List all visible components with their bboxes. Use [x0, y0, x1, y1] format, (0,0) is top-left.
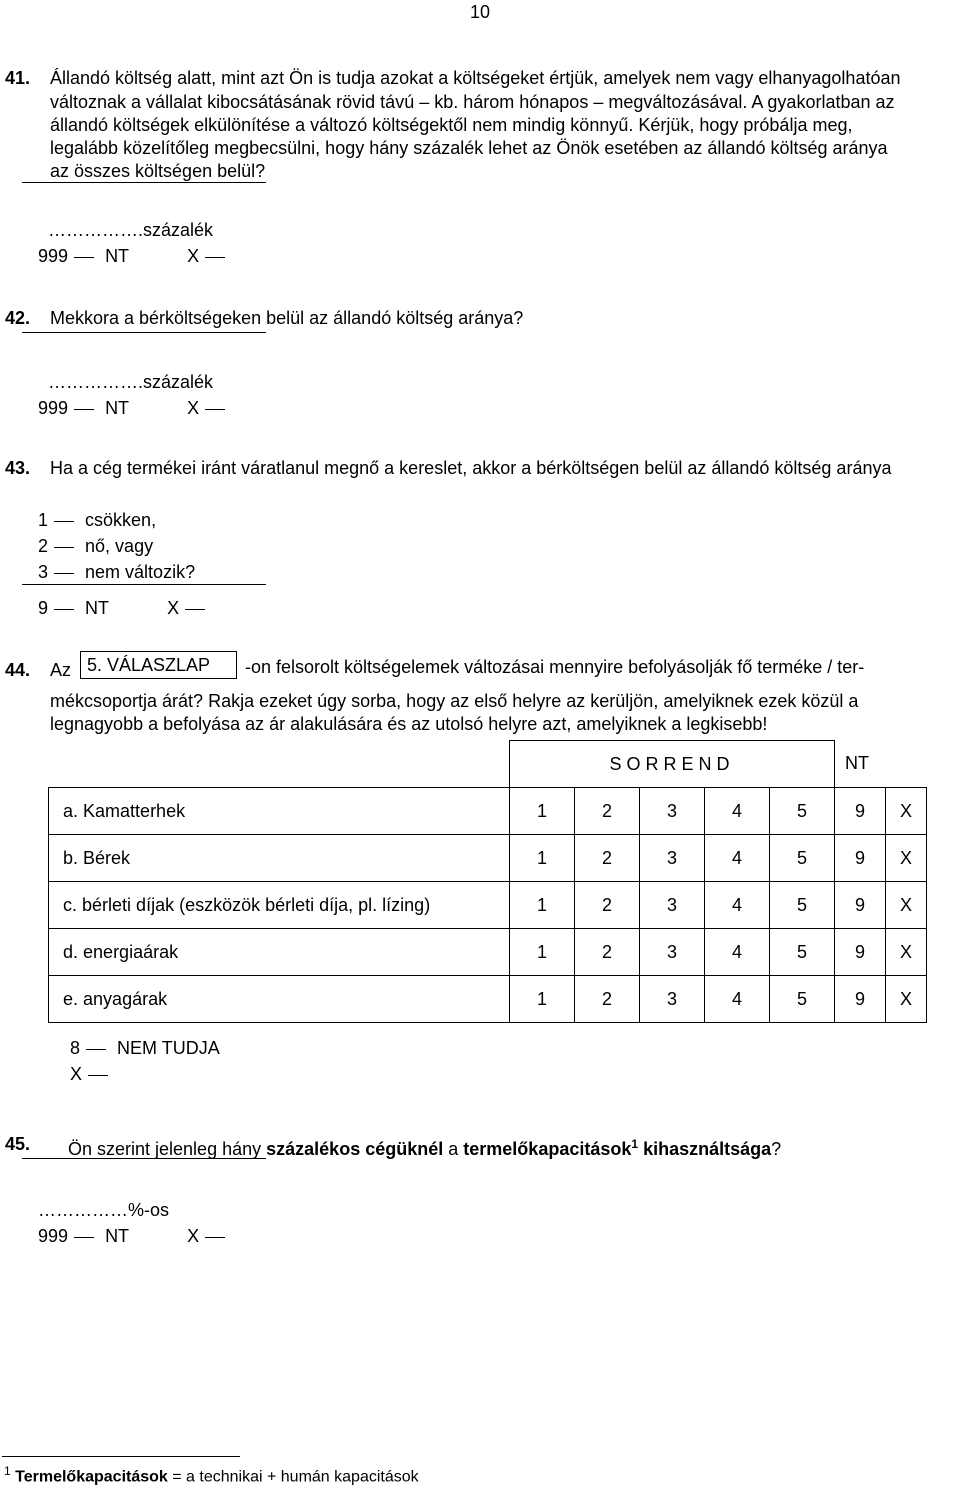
dash: [74, 257, 94, 258]
code-9[interactable]: 9: [38, 598, 49, 618]
q45-bold-1: százalékos cégüknél: [266, 1139, 444, 1159]
code-nt[interactable]: NT: [105, 398, 130, 418]
header-nt: [835, 741, 927, 788]
question-43-rule: [22, 584, 266, 585]
x-code[interactable]: X: [886, 788, 927, 835]
question-41-number: 41.: [5, 68, 31, 88]
dash: [205, 257, 225, 258]
dash: [185, 609, 205, 610]
x-code[interactable]: X: [886, 976, 927, 1023]
ranking-table: [48, 740, 927, 1023]
dash: [54, 609, 74, 610]
footnote-mark: 1: [4, 1464, 11, 1478]
rank-2[interactable]: 2: [575, 788, 640, 835]
nt-code[interactable]: 9: [835, 882, 886, 929]
question-45-codes: [38, 1224, 231, 1248]
question-43-option-1[interactable]: [38, 508, 156, 532]
header-rank-label: SORREND: [609, 753, 735, 774]
question-42-codes: [38, 396, 231, 420]
q45-text-1: Ön szerint jelenleg hány: [68, 1139, 262, 1159]
ranking-table-header: [49, 741, 927, 788]
nt-code[interactable]: 9: [835, 929, 886, 976]
row-label: [49, 835, 510, 882]
question-45-text: [68, 1132, 781, 1161]
option-label: csökken,: [85, 510, 157, 530]
dash: [54, 521, 74, 522]
question-43-option-3[interactable]: [38, 560, 195, 584]
question-45-answer-blank[interactable]: ……………%-os: [38, 1200, 170, 1220]
rank-4[interactable]: 4: [705, 835, 770, 882]
rank-5[interactable]: 5: [770, 882, 835, 929]
row-text: energiaárak: [83, 941, 179, 962]
option-code: 3: [38, 562, 49, 582]
footnote-text: = a technikai + humán kapacitások: [172, 1468, 419, 1486]
dash: [205, 1237, 225, 1238]
nt-code[interactable]: 9: [835, 788, 886, 835]
row-letter: b.: [63, 847, 79, 868]
question-44-line-2: mékcsoportja árát? Rakja ezeket úgy sorba, hogy az első helyre az kerüljön, amelyiknek ezek közül a: [50, 691, 859, 711]
row-text: bérleti díjak (eszközök bérleti díja, pl. lízing): [82, 894, 431, 915]
dash: [205, 409, 225, 410]
rank-2[interactable]: 2: [575, 882, 640, 929]
code-999[interactable]: 999: [38, 398, 69, 418]
footnote: [4, 1464, 419, 1486]
question-41-line-5: az összes költségen belül?: [50, 161, 266, 181]
code-x[interactable]: X: [167, 598, 180, 618]
rank-3[interactable]: 3: [640, 929, 705, 976]
code-999[interactable]: 999: [38, 246, 69, 266]
footnote-term: Termelőkapacitások: [15, 1468, 168, 1486]
code-nt[interactable]: NT: [85, 598, 110, 618]
nt-code[interactable]: 9: [835, 835, 886, 882]
question-45-number: 45.: [5, 1134, 31, 1154]
rank-2[interactable]: 2: [575, 976, 640, 1023]
option-label: nem változik?: [85, 562, 196, 582]
rank-1[interactable]: 1: [510, 929, 575, 976]
rank-2[interactable]: 2: [575, 929, 640, 976]
question-43-option-2[interactable]: [38, 534, 153, 558]
header-rank: [510, 741, 835, 788]
code-x[interactable]: X: [187, 398, 200, 418]
question-44-footer-code-1[interactable]: [70, 1036, 220, 1060]
q45-footnote-mark: 1: [631, 1137, 639, 1151]
header-blank: [49, 741, 510, 788]
answer-sheet-box: [80, 651, 237, 679]
row-letter: d.: [63, 941, 79, 962]
table-row: [49, 835, 927, 882]
table-row: [49, 788, 927, 835]
dash: [54, 573, 74, 574]
question-43-text: Ha a cég termékei iránt váratlanul megnő a kereslet, akkor a bérköltségen belül az állandó költség aránya: [50, 458, 892, 478]
dash: [88, 1075, 108, 1076]
table-row: [49, 976, 927, 1023]
dash: [86, 1049, 106, 1050]
footnote-rule: [2, 1456, 240, 1457]
question-41-answer-blank[interactable]: …………….százalék: [48, 220, 214, 240]
rank-3[interactable]: 3: [640, 882, 705, 929]
q45-text-3: ?: [771, 1139, 782, 1159]
row-text: anyagárak: [83, 988, 168, 1009]
rank-3[interactable]: 3: [640, 788, 705, 835]
row-letter: a.: [63, 800, 79, 821]
q45-bold-3: kihasználtsága: [643, 1139, 772, 1159]
question-43-number: 43.: [5, 458, 31, 478]
rank-5[interactable]: 5: [770, 976, 835, 1023]
rank-1[interactable]: 1: [510, 835, 575, 882]
rank-4[interactable]: 4: [705, 788, 770, 835]
question-43-codes: [38, 596, 211, 620]
option-code: 1: [38, 510, 49, 530]
question-42-text: Mekkora a bérköltségeken belül az állandó költség aránya?: [50, 308, 524, 328]
table-row: [49, 929, 927, 976]
rank-5[interactable]: 5: [770, 835, 835, 882]
rank-4[interactable]: 4: [705, 929, 770, 976]
page-number: 10: [470, 2, 491, 22]
option-code: 2: [38, 536, 49, 556]
footer-code: 8: [70, 1038, 81, 1058]
table-row: [49, 882, 927, 929]
code-nt[interactable]: NT: [105, 246, 130, 266]
question-41-codes: [38, 244, 231, 268]
question-45-rule: [22, 1158, 266, 1159]
dash: [74, 1237, 94, 1238]
rank-3[interactable]: 3: [640, 835, 705, 882]
q45-bold-2: termelőkapacitások: [463, 1139, 632, 1159]
footer-code: X: [70, 1064, 83, 1084]
row-label: [49, 882, 510, 929]
question-44-line-3: legnagyobb a befolyása az ár alakulására és az utolsó helyre azt, amelyiknek a legkisebb!: [50, 714, 768, 734]
question-41-line-4: legalább közelítőleg megbecsülni, hogy hány százalék lehet az Önök esetében az állandó költség aránya: [50, 138, 888, 158]
rank-1[interactable]: 1: [510, 882, 575, 929]
rank-2[interactable]: 2: [575, 835, 640, 882]
footer-label: NEM TUDJA: [117, 1038, 220, 1058]
rank-4[interactable]: 4: [705, 976, 770, 1023]
question-44-number: 44.: [5, 660, 31, 680]
nt-code[interactable]: 9: [835, 976, 886, 1023]
row-label: [49, 929, 510, 976]
x-code[interactable]: X: [886, 929, 927, 976]
dash: [54, 547, 74, 548]
question-42-rule: [22, 332, 266, 333]
code-x[interactable]: X: [187, 1226, 200, 1246]
question-42-number: 42.: [5, 308, 31, 328]
dash: [74, 409, 94, 410]
question-41-rule: [22, 182, 266, 183]
rank-1[interactable]: 1: [510, 976, 575, 1023]
question-44-suffix: -on felsorolt költségelemek változásai mennyire befolyásolják fő terméke / ter-: [245, 657, 865, 677]
question-44-footer-code-2[interactable]: [70, 1062, 114, 1086]
x-code[interactable]: X: [886, 882, 927, 929]
answer-sheet-label: 5. VÁLASZLAP: [87, 655, 211, 675]
rank-3[interactable]: 3: [640, 976, 705, 1023]
q45-text-2: a: [448, 1139, 459, 1159]
row-text: Bérek: [83, 847, 131, 868]
question-41-line-3: állandó költségek elkülönítése a változó költségektől nem mindig könnyű. Kérjük, hogy próbálja meg,: [50, 115, 853, 135]
row-text: Kamatterhek: [83, 800, 186, 821]
question-41-line-2: változnak a vállalat kibocsátásának rövid távú – kb. három hónapos – megváltozásával. A gyakorlatban az: [50, 92, 895, 112]
question-44-prefix: Az: [50, 660, 72, 680]
row-label: [49, 976, 510, 1023]
rank-1[interactable]: 1: [510, 788, 575, 835]
rank-4[interactable]: 4: [705, 882, 770, 929]
x-code[interactable]: X: [886, 835, 927, 882]
header-nt-label: NT: [845, 753, 869, 774]
code-999[interactable]: 999: [38, 1226, 69, 1246]
code-x[interactable]: X: [187, 246, 200, 266]
question-42-answer-blank[interactable]: …………….százalék: [48, 372, 214, 392]
row-label: [49, 788, 510, 835]
row-letter: c.: [63, 894, 78, 915]
rank-5[interactable]: 5: [770, 788, 835, 835]
rank-5[interactable]: 5: [770, 929, 835, 976]
row-letter: e.: [63, 988, 79, 1009]
code-nt[interactable]: NT: [105, 1226, 130, 1246]
question-41-line-1: Állandó költség alatt, mint azt Ön is tudja azokat a költségeket értjük, amelyek nem vagy elhanyagolhatóan: [50, 68, 901, 88]
option-label: nő, vagy: [85, 536, 154, 556]
